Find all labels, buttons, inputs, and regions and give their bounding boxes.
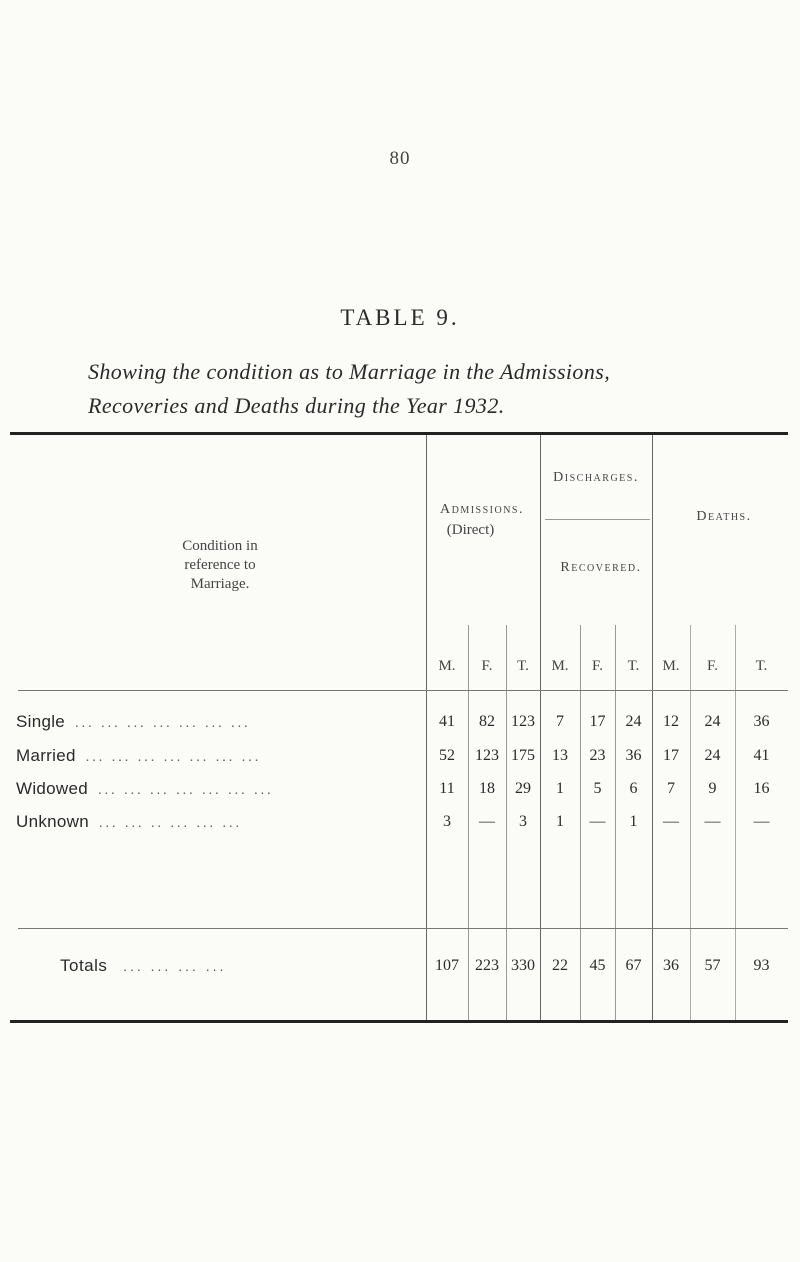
deaths-header: Deaths. xyxy=(696,509,752,524)
cell-recovered-f: — xyxy=(589,813,606,830)
condition-header-line-2: reference to xyxy=(184,557,256,573)
cell-deaths-f: — xyxy=(704,813,721,830)
total-recovered-m: 22 xyxy=(552,957,568,974)
cell-recovered-t: 36 xyxy=(625,747,642,764)
cell-admissions-t: 3 xyxy=(519,813,527,830)
cell-admissions-m: 3 xyxy=(443,813,451,830)
sub-header-deaths-f: F. xyxy=(707,658,718,674)
cell-recovered-m: 13 xyxy=(552,747,568,764)
cell-deaths-t: 41 xyxy=(753,747,770,764)
table-top-rule xyxy=(10,432,788,435)
discharges-divider xyxy=(545,519,650,520)
cell-deaths-f: 24 xyxy=(704,747,721,764)
cell-deaths-m: 17 xyxy=(663,747,679,764)
condition-header-line-1: Condition in xyxy=(182,538,258,554)
cell-deaths-t: 36 xyxy=(753,713,770,730)
cell-recovered-m: 1 xyxy=(556,813,564,830)
row-label-text: Widowed xyxy=(16,779,89,798)
leader-dots: ... ... ... ... xyxy=(123,958,227,974)
cell-admissions-f: — xyxy=(479,813,495,830)
cell-recovered-m: 1 xyxy=(556,780,564,797)
table-bottom-rule xyxy=(10,1020,788,1023)
sub-header-recovered-f: F. xyxy=(592,658,603,674)
cell-recovered-f: 23 xyxy=(589,747,606,764)
row-label-text: Unknown xyxy=(16,812,89,831)
cell-recovered-t: 6 xyxy=(629,780,638,797)
condition-header-line-3: Marriage. xyxy=(190,576,250,592)
cell-recovered-m: 7 xyxy=(556,713,564,730)
cell-deaths-t: — xyxy=(753,813,770,830)
total-deaths-m: 36 xyxy=(663,957,679,974)
cell-deaths-f: 9 xyxy=(708,780,717,797)
total-recovered-t: 67 xyxy=(625,957,642,974)
total-admissions-f: 223 xyxy=(475,957,499,974)
total-admissions-m: 107 xyxy=(435,957,459,974)
leader-dots: ... ... ... ... ... ... ... xyxy=(85,750,262,765)
cell-admissions-t: 123 xyxy=(511,713,535,730)
cell-admissions-t: 175 xyxy=(511,747,535,764)
condition-header xyxy=(110,537,330,594)
total-deaths-f: 57 xyxy=(704,957,721,974)
row-label-text: Single xyxy=(16,712,66,731)
row-label-text: Married xyxy=(16,746,76,765)
total-admissions-t: 330 xyxy=(511,957,535,974)
sub-header-deaths-m: M. xyxy=(662,658,680,674)
header-rule xyxy=(18,690,788,691)
totals-label xyxy=(60,956,426,976)
sub-header-recovered-t: T. xyxy=(627,658,640,674)
row-label xyxy=(16,779,426,799)
cell-admissions-m: 11 xyxy=(439,780,455,797)
discharges-header: Discharges. xyxy=(553,470,639,485)
cell-deaths-m: 7 xyxy=(667,780,675,797)
cell-admissions-m: 41 xyxy=(439,713,455,730)
sub-header-admissions-t: T. xyxy=(517,658,529,674)
cell-deaths-m: — xyxy=(663,813,679,830)
cell-recovered-t: 24 xyxy=(625,713,642,730)
totals-label-text: Totals xyxy=(60,956,108,975)
totals-rule xyxy=(18,928,788,929)
sub-header-recovered-m: M. xyxy=(551,658,569,674)
row-label xyxy=(16,812,426,832)
cell-recovered-f: 17 xyxy=(589,713,606,730)
caption-line-2: Recoveries and Deaths during the Year 1932. xyxy=(88,393,505,418)
leader-dots: ... ... .. ... ... ... xyxy=(99,816,243,831)
total-recovered-f: 45 xyxy=(589,957,606,974)
cell-admissions-t: 29 xyxy=(515,780,531,797)
row-label xyxy=(16,712,426,732)
sub-header-admissions-m: M. xyxy=(438,658,456,674)
recovered-header: Recovered. xyxy=(560,560,642,575)
cell-admissions-m: 52 xyxy=(439,747,455,764)
total-deaths-t: 93 xyxy=(753,957,770,974)
sub-header-deaths-t: T. xyxy=(755,658,768,674)
sub-header-admissions-f: F. xyxy=(481,658,493,674)
admissions-header: Admissions. xyxy=(439,502,524,517)
table-title: TABLE 9. xyxy=(340,305,460,330)
table-caption xyxy=(88,355,788,423)
cell-admissions-f: 123 xyxy=(475,747,499,764)
caption-line-1: Showing the condition as to Marriage in the Admissions, xyxy=(88,359,611,384)
cell-admissions-f: 82 xyxy=(479,713,495,730)
cell-deaths-t: 16 xyxy=(753,780,770,797)
leader-dots: ... ... ... ... ... ... ... xyxy=(98,783,274,798)
cell-deaths-m: 12 xyxy=(663,713,679,730)
cell-recovered-f: 5 xyxy=(593,780,602,797)
cell-deaths-f: 24 xyxy=(704,713,721,730)
leader-dots: ... ... ... ... ... ... ... xyxy=(75,716,251,731)
row-label xyxy=(16,746,426,766)
page-number: 80 xyxy=(389,148,411,169)
cell-admissions-f: 18 xyxy=(479,780,495,797)
admissions-sub-header: (Direct) xyxy=(446,522,495,538)
cell-recovered-t: 1 xyxy=(629,813,638,830)
